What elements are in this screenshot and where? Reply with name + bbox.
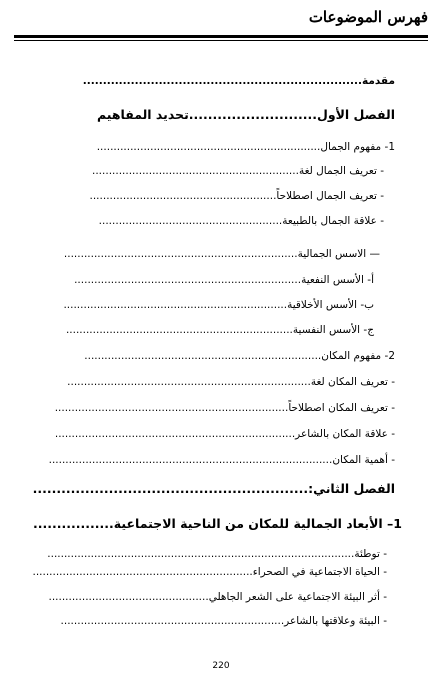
toc-label: - تعريف الجمال لغة: [298, 165, 384, 177]
toc-dots: ...................................................................: [60, 615, 285, 627]
toc-label: — الاسس الجمالية: [297, 248, 380, 260]
page-number: 220: [212, 661, 230, 671]
toc-entry-desert-life: [32, 565, 387, 579]
toc-label: ج- الأسس النفسية: [292, 324, 374, 336]
header-rule-thin: [14, 40, 428, 41]
toc-label: - علاقة الجمال بالطبيعة: [282, 215, 384, 227]
toc-label: 1– الأبعاد الجمالية للمكان من الناحية الاجتماعية: [113, 516, 402, 531]
toc-dots: ....................................................................: [74, 274, 302, 286]
toc-entry-place-linguistic: [67, 375, 395, 389]
toc-dots: ..............................................................: [92, 165, 299, 177]
toc-entry-place-importance: [49, 453, 395, 467]
toc-label: - الحياة الاجتماعية في الصحراء: [252, 566, 387, 578]
toc-label: ب- الأسس الأخلاقية: [287, 299, 374, 311]
toc-entry-place-technical: [55, 401, 395, 415]
toc-dots: ...................................................................: [63, 299, 288, 311]
toc-label: - تعريف الجمال اصطلاحاً: [276, 190, 384, 202]
toc-dots: .........................................................................: [67, 376, 311, 388]
toc-label: 1- مفهوم الجمال: [320, 141, 395, 153]
toc-entry-beauty-concept: [97, 140, 395, 154]
toc-dots: ......................................................................: [54, 402, 289, 414]
toc-label: مقدمة: [362, 75, 395, 87]
toc-dots: ......................................................................: [82, 75, 362, 87]
toc-entry-beauty-nature: [99, 214, 384, 228]
toc-dots: ......................................................................: [63, 248, 298, 260]
toc-label: - تعريف المكان اصطلاحاً: [288, 402, 395, 414]
toc-entry-social-dimensions: [33, 517, 402, 531]
toc-entry-introduction: [83, 74, 395, 88]
toc-entry-chapter-one: [97, 108, 395, 122]
toc-entry-utilitarian: [74, 273, 374, 287]
toc-dots: ..........................................................: [32, 481, 309, 496]
toc-label: - البيئة وعلاقتها بالشاعر: [284, 615, 387, 627]
toc-entry-social-environment: [48, 590, 387, 604]
toc-dots: ....................................................................: [65, 324, 293, 336]
toc-entry-chapter-two: [33, 482, 395, 496]
toc-dots: ...................................................................: [96, 141, 321, 153]
toc-entry-beauty-linguistic: [92, 164, 384, 178]
toc-label: - علاقة المكان بالشاعر: [295, 428, 395, 440]
toc-label: - أثر البيئة الاجتماعية على الشعر الجاهلي: [208, 591, 387, 603]
toc-label: - توطئة: [354, 548, 387, 560]
toc-entry-place-concept: [84, 349, 395, 363]
toc-dots: .......................................................................: [84, 350, 322, 362]
toc-dots: .......................................................: [98, 215, 283, 227]
toc-entry-aesthetic-foundations: [64, 247, 380, 261]
toc-dots: ................................................: [48, 591, 209, 603]
toc-dots: .................: [33, 516, 114, 531]
toc-entry-beauty-technical: [90, 189, 385, 203]
toc-label: أ- الأسس النفعية: [301, 274, 374, 286]
toc-label: الفصل الأول...........................: [188, 107, 395, 122]
toc-label: - أهمية المكان: [332, 454, 395, 466]
toc-dots: ........................................................: [89, 190, 277, 202]
toc-dots: ............................................................................................: [47, 548, 355, 560]
toc-entry-ethical: [63, 298, 374, 312]
toc-label: الفصل الثاني:: [308, 481, 395, 496]
header-rule: [14, 35, 428, 38]
toc-entry-preface: [47, 547, 387, 561]
toc-entry-environment-poet: [61, 614, 387, 628]
toc-dots: ........................................................................: [54, 428, 296, 440]
toc-entry-place-poet: [55, 427, 395, 441]
page-header-title: فهرس الموضوعات: [308, 8, 428, 26]
toc-entry-psychological: [66, 323, 374, 337]
toc-label: 2- مفهوم المكان: [321, 350, 395, 362]
toc-dots: .....................................................................................: [48, 454, 333, 466]
toc-subtitle: تحديد المفاهيم: [96, 107, 189, 122]
toc-label: - تعريف المكان لغة: [310, 376, 395, 388]
toc-dots: ..................................................................: [32, 566, 253, 578]
